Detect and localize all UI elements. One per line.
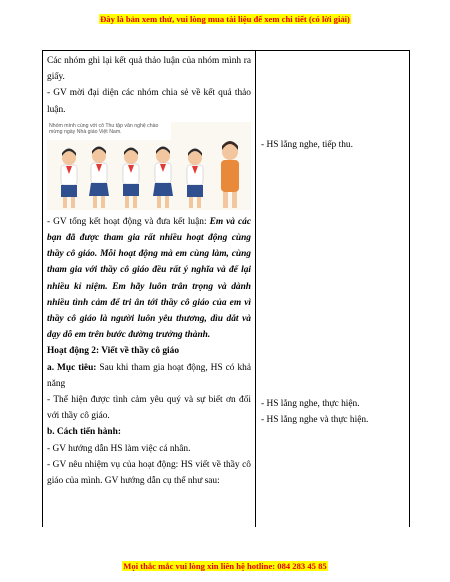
goal-label: a. Mục tiêu: [47,362,97,373]
preview-banner: Đây là bản xem thử, vui lòng mua tài liệu để xem chi tiết (có lời giải) [100,14,350,24]
process-label: b. Cách tiến hành: [47,427,121,438]
step-individual-work: - GV hướng dẫn HS làm việc cá nhân. [47,443,191,454]
paragraph-share-results: - GV mời đại diện các nhóm chia sẻ về kết quả thảo luận. [47,88,251,115]
conclusion-text: Em và các bạn đã được tham gia rất nhiều hoạt động cùng thầy cô giáo. Mỗi hoạt động mà em cùng làm, cùng tham gia với thầy cô giáo đều rất ý nghĩa và để lại nhiều kỉ niệm. Em hãy luôn trân trọng và dành nhiều tình cảm để tri ân tới thầy cô giáo của em vì thầy cô giáo là người luôn yêu thương, dìu dắt và dạy dỗ em trên bước đường trưởng thành. [47,216,251,341]
illustration-caption: Nhóm mình cùng với cô Thu tập văn nghệ chào mừng ngày Nhà giáo Việt Nam. [49,122,159,136]
illustration-students-teacher [47,122,251,210]
lesson-table [42,50,410,527]
conclusion-prefix: - GV tổng kết hoạt động và đưa kết luận: [47,216,210,227]
paragraph-conclusion [47,214,251,344]
paragraph-group-record: Các nhóm ghi lại kết quả thảo luận của nhóm mình ra giấy. [47,56,251,83]
teacher-activity-column [47,53,251,489]
hotline-banner: Mọi thắc mắc vui lòng xin liên hệ hotline: 084 283 45 85 [123,561,327,571]
student-response-3: - HS lắng nghe và thực hiện. [261,415,369,425]
student-response-1: - HS lắng nghe, tiếp thu. [261,140,353,150]
goal-point: - Thể hiện được tình cảm yêu quý và sự biết ơn đối với thầy cô giáo. [47,395,251,422]
goal-text: Sau khi tham gia hoạt động, HS có khả năng [47,362,251,389]
activity-2-heading: Hoạt động 2: Viết về thầy cô giáo [47,346,180,357]
student-response-2: - HS lắng nghe, thực hiện. [261,399,360,409]
goal-paragraph [47,360,251,392]
step-task-instructions: - GV nêu nhiệm vụ của hoạt động: HS viết về thầy cô giáo của mình. GV hướng dẫn cụ thể như sau: [47,459,251,487]
column-divider [255,51,256,527]
